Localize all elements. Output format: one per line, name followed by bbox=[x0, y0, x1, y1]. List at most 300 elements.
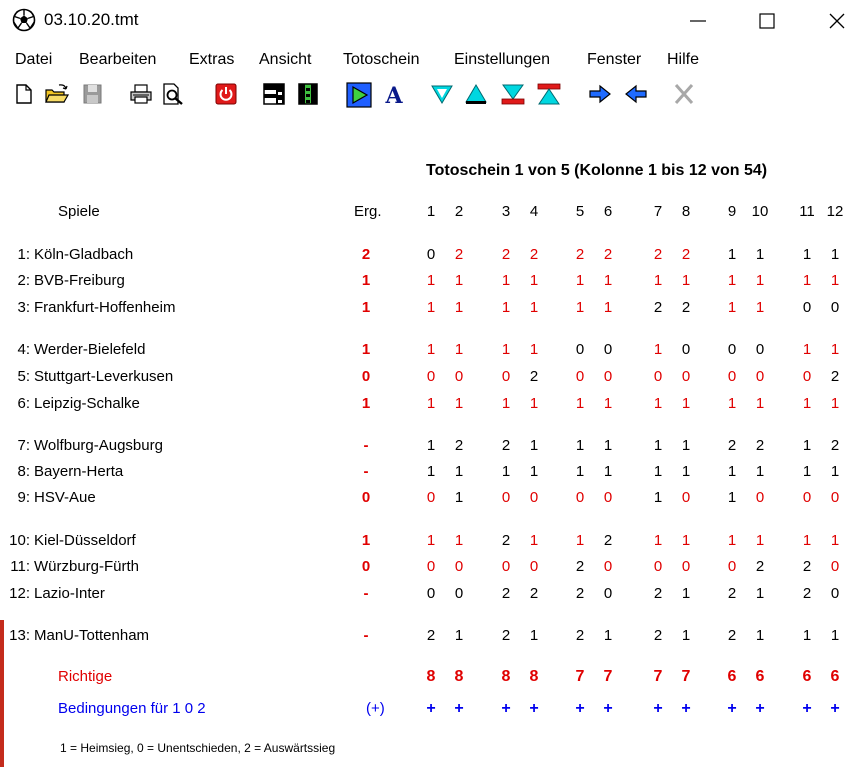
tip-cell[interactable]: 0 bbox=[454, 558, 464, 575]
tip-cell[interactable]: 2 bbox=[529, 246, 539, 263]
tip-cell[interactable]: 1 bbox=[603, 299, 613, 316]
column-header-8: 8 bbox=[681, 203, 691, 220]
tip-cell[interactable]: 2 bbox=[501, 246, 511, 263]
match-row[interactable] bbox=[4, 532, 136, 549]
toolbar bbox=[0, 82, 866, 112]
tip-cell[interactable]: 1 bbox=[426, 437, 436, 454]
tip-cell[interactable]: 2 bbox=[681, 246, 691, 263]
tip-cell[interactable]: 0 bbox=[653, 558, 663, 575]
tip-cell[interactable]: 1 bbox=[454, 489, 464, 506]
tip-cell[interactable]: 1 bbox=[830, 532, 840, 549]
play-button[interactable] bbox=[346, 82, 372, 108]
tip-cell[interactable]: 1 bbox=[426, 272, 436, 289]
match-number: 13: bbox=[9, 627, 30, 644]
tip-cell[interactable]: 1 bbox=[802, 395, 812, 412]
tip-cell[interactable]: 0 bbox=[575, 341, 585, 358]
tip-cell[interactable]: 2 bbox=[830, 368, 840, 385]
tip-cell[interactable]: 1 bbox=[727, 299, 737, 316]
tip-cell[interactable]: 1 bbox=[755, 246, 765, 263]
match-number: 1: bbox=[17, 246, 30, 263]
tip-cell[interactable]: 2 bbox=[603, 532, 613, 549]
column-header-2: 2 bbox=[454, 203, 464, 220]
match-name: Werder-Bielefeld bbox=[34, 341, 146, 358]
tip-cell[interactable]: 1 bbox=[426, 395, 436, 412]
tip-cell[interactable]: 1 bbox=[802, 437, 812, 454]
menu-datei[interactable]: Datei bbox=[15, 51, 53, 68]
match-row[interactable] bbox=[4, 489, 96, 506]
tip-cell[interactable]: 0 bbox=[653, 368, 663, 385]
header-ergebnis: Erg. bbox=[354, 203, 382, 220]
tip-cell[interactable]: 1 bbox=[501, 299, 511, 316]
power-icon bbox=[214, 82, 238, 106]
match-row[interactable] bbox=[4, 395, 140, 412]
tip-cell[interactable]: 2 bbox=[454, 437, 464, 454]
menu-hilfe[interactable]: Hilfe bbox=[667, 51, 700, 68]
match-name: ManU-Tottenham bbox=[34, 627, 150, 644]
tip-cell[interactable]: 0 bbox=[802, 299, 812, 316]
tip-cell[interactable]: 1 bbox=[802, 532, 812, 549]
tip-cell[interactable]: 1 bbox=[681, 272, 691, 289]
tip-cell[interactable]: 2 bbox=[529, 368, 539, 385]
match-row[interactable] bbox=[4, 627, 149, 644]
tip-cell[interactable]: 1 bbox=[575, 299, 585, 316]
tip-cell[interactable]: 1 bbox=[681, 437, 691, 454]
tip-cell[interactable]: 0 bbox=[575, 489, 585, 506]
tip-cell[interactable]: 0 bbox=[802, 368, 812, 385]
triangle-up-icon bbox=[464, 82, 488, 106]
tip-cell[interactable]: 0 bbox=[755, 368, 765, 385]
tip-cell[interactable]: 2 bbox=[802, 585, 812, 602]
tip-cell[interactable]: 1 bbox=[830, 272, 840, 289]
tip-cell[interactable]: 2 bbox=[653, 627, 663, 644]
arrow-right-icon bbox=[588, 82, 612, 106]
filter-down-button[interactable] bbox=[430, 82, 456, 108]
tip-cell[interactable]: 1 bbox=[454, 272, 464, 289]
tip-cell[interactable]: 1 bbox=[529, 532, 539, 549]
tip-cell[interactable]: 1 bbox=[426, 341, 436, 358]
tip-cell[interactable]: 1 bbox=[603, 463, 613, 480]
tip-cell[interactable]: 0 bbox=[529, 489, 539, 506]
filter-up-bar-button[interactable] bbox=[536, 82, 562, 108]
tip-cell[interactable]: 1 bbox=[575, 463, 585, 480]
ticket-title: Totoschein 1 von 5 (Kolonne 1 bis 12 von 54) bbox=[426, 162, 768, 179]
new-file-button[interactable] bbox=[12, 82, 38, 108]
tip-cell[interactable]: 0 bbox=[603, 368, 613, 385]
tip-cell[interactable]: 0 bbox=[575, 368, 585, 385]
cross-icon bbox=[672, 82, 696, 106]
tip-cell[interactable]: 1 bbox=[653, 395, 663, 412]
tip-cell[interactable]: 0 bbox=[603, 341, 613, 358]
match-result: 1 bbox=[361, 532, 371, 549]
tip-cell[interactable]: 1 bbox=[653, 341, 663, 358]
column-header-4: 4 bbox=[529, 203, 539, 220]
richtige-value: 8 bbox=[454, 668, 464, 685]
tip-cell[interactable]: 1 bbox=[426, 299, 436, 316]
tip-cell[interactable]: 1 bbox=[603, 272, 613, 289]
tip-cell[interactable]: 1 bbox=[727, 489, 737, 506]
previous-button[interactable] bbox=[624, 82, 650, 108]
tip-cell[interactable]: 1 bbox=[653, 437, 663, 454]
match-result: 0 bbox=[361, 368, 371, 385]
column-header-11: 11 bbox=[799, 203, 815, 220]
tip-cell[interactable]: 1 bbox=[454, 395, 464, 412]
richtige-value: 6 bbox=[802, 668, 812, 685]
richtige-label: Richtige bbox=[58, 668, 113, 685]
tip-cell[interactable]: 2 bbox=[575, 246, 585, 263]
tip-cell[interactable]: 2 bbox=[653, 246, 663, 263]
arrow-left-icon bbox=[624, 82, 648, 106]
match-row[interactable] bbox=[4, 585, 105, 602]
tip-cell[interactable]: 1 bbox=[727, 532, 737, 549]
triangle-down-icon bbox=[430, 82, 454, 106]
tip-cell[interactable]: 1 bbox=[426, 463, 436, 480]
match-number: 4: bbox=[17, 341, 30, 358]
match-result: 2 bbox=[361, 246, 371, 263]
tip-cell[interactable]: 1 bbox=[603, 627, 613, 644]
column-header-3: 3 bbox=[501, 203, 511, 220]
tip-cell[interactable]: 1 bbox=[755, 299, 765, 316]
richtige-value: 7 bbox=[653, 668, 663, 685]
tip-cell[interactable]: 2 bbox=[755, 558, 765, 575]
tip-cell[interactable]: 0 bbox=[501, 489, 511, 506]
tip-cell[interactable]: 0 bbox=[830, 585, 840, 602]
match-result: - bbox=[363, 627, 369, 644]
bedingung-plus: + bbox=[501, 700, 511, 717]
tip-cell[interactable]: 0 bbox=[681, 341, 691, 358]
tip-cell[interactable]: 1 bbox=[755, 395, 765, 412]
tip-cell[interactable]: 2 bbox=[727, 585, 737, 602]
open-folder-icon bbox=[44, 82, 70, 106]
filter-up-button[interactable] bbox=[464, 82, 490, 108]
tip-cell[interactable]: 1 bbox=[830, 341, 840, 358]
menu-einstellungen[interactable]: Einstellungen bbox=[454, 51, 551, 68]
tip-cell[interactable]: 2 bbox=[727, 437, 737, 454]
table-grid-icon bbox=[262, 82, 286, 106]
tip-cell[interactable]: 0 bbox=[426, 585, 436, 602]
tip-cell[interactable]: 0 bbox=[426, 368, 436, 385]
next-button[interactable] bbox=[588, 82, 614, 108]
tip-cell[interactable]: 1 bbox=[681, 627, 691, 644]
tip-cell[interactable]: 1 bbox=[454, 532, 464, 549]
tip-cell[interactable]: 0 bbox=[830, 558, 840, 575]
tip-cell[interactable]: 1 bbox=[802, 246, 812, 263]
tip-cell[interactable]: 2 bbox=[603, 246, 613, 263]
bedingung-plus: + bbox=[830, 700, 840, 717]
match-name: Lazio-Inter bbox=[34, 585, 105, 602]
minimize-icon bbox=[688, 11, 708, 31]
match-row[interactable] bbox=[4, 463, 123, 480]
tip-cell[interactable]: 0 bbox=[830, 299, 840, 316]
richtige-value: 6 bbox=[830, 668, 840, 685]
match-name: Wolfburg-Augsburg bbox=[34, 437, 163, 454]
menu-bar bbox=[0, 48, 866, 72]
match-number: 11: bbox=[10, 558, 30, 575]
tip-cell[interactable]: 2 bbox=[529, 585, 539, 602]
match-result: - bbox=[363, 585, 369, 602]
match-result: 1 bbox=[361, 341, 371, 358]
new-file-icon bbox=[12, 82, 36, 106]
print-preview-button[interactable] bbox=[160, 82, 186, 108]
tip-cell[interactable]: 1 bbox=[426, 532, 436, 549]
match-name: Stuttgart-Leverkusen bbox=[34, 368, 174, 385]
bedingung-plus: + bbox=[426, 700, 436, 717]
richtige-value: 7 bbox=[575, 668, 585, 685]
richtige-value: 8 bbox=[426, 668, 436, 685]
richtige-value: 8 bbox=[501, 668, 511, 685]
tip-cell[interactable]: 1 bbox=[681, 463, 691, 480]
tip-cell[interactable]: 1 bbox=[501, 395, 511, 412]
match-row[interactable] bbox=[4, 437, 163, 454]
table-view-button[interactable] bbox=[262, 82, 288, 108]
match-row[interactable] bbox=[4, 272, 125, 289]
menu-ansicht[interactable]: Ansicht bbox=[259, 51, 312, 68]
match-row[interactable] bbox=[4, 299, 175, 316]
tip-cell[interactable]: 0 bbox=[603, 585, 613, 602]
open-file-button[interactable] bbox=[44, 82, 70, 108]
tip-cell[interactable]: 0 bbox=[454, 368, 464, 385]
tip-cell[interactable]: 1 bbox=[755, 585, 765, 602]
tip-cell[interactable]: 2 bbox=[755, 437, 765, 454]
tip-cell[interactable]: 2 bbox=[501, 437, 511, 454]
tip-cell[interactable]: 1 bbox=[755, 532, 765, 549]
tip-cell[interactable]: 1 bbox=[454, 627, 464, 644]
match-name: HSV-Aue bbox=[34, 489, 96, 506]
tip-cell[interactable]: 1 bbox=[727, 246, 737, 263]
football-icon bbox=[12, 8, 36, 32]
tip-cell[interactable]: 2 bbox=[501, 532, 511, 549]
bedingungen-label[interactable]: Bedingungen für 1 0 2 bbox=[58, 700, 206, 717]
window-title: 03.10.20.tmt bbox=[44, 10, 139, 29]
bedingung-plus: + bbox=[681, 700, 691, 717]
tip-cell[interactable]: 1 bbox=[575, 272, 585, 289]
tip-cell[interactable]: 1 bbox=[830, 395, 840, 412]
tip-cell[interactable]: 1 bbox=[575, 532, 585, 549]
print-icon bbox=[128, 82, 154, 106]
print-button[interactable] bbox=[128, 82, 154, 108]
filter-down-bar-button[interactable] bbox=[500, 82, 526, 108]
tip-cell[interactable]: 1 bbox=[454, 463, 464, 480]
match-number: 3: bbox=[17, 299, 30, 316]
tip-cell[interactable]: 1 bbox=[727, 395, 737, 412]
tip-cell[interactable]: 1 bbox=[802, 463, 812, 480]
tip-cell[interactable]: 0 bbox=[501, 368, 511, 385]
tip-cell[interactable]: 1 bbox=[755, 627, 765, 644]
menu-bearbeiten[interactable]: Bearbeiten bbox=[79, 51, 157, 68]
tip-cell[interactable]: 1 bbox=[603, 437, 613, 454]
tip-cell[interactable]: 1 bbox=[529, 463, 539, 480]
match-name: BVB-Freiburg bbox=[34, 272, 125, 289]
tip-cell[interactable]: 0 bbox=[426, 558, 436, 575]
match-name: Frankfurt-Hoffenheim bbox=[34, 299, 176, 316]
match-row[interactable] bbox=[4, 246, 133, 263]
print-preview-icon bbox=[160, 82, 186, 106]
menu-fenster[interactable]: Fenster bbox=[587, 51, 642, 68]
tip-cell[interactable]: 1 bbox=[653, 532, 663, 549]
columns-view-button[interactable] bbox=[296, 82, 322, 108]
tip-cell[interactable]: 0 bbox=[755, 489, 765, 506]
tip-cell[interactable]: 1 bbox=[454, 341, 464, 358]
tip-cell[interactable]: 0 bbox=[727, 368, 737, 385]
bedingung-plus: + bbox=[653, 700, 663, 717]
richtige-value: 6 bbox=[727, 668, 737, 685]
tip-cell[interactable]: 2 bbox=[802, 558, 812, 575]
tip-cell[interactable]: 1 bbox=[603, 395, 613, 412]
tip-cell[interactable]: 1 bbox=[653, 463, 663, 480]
match-name: Köln-Gladbach bbox=[34, 246, 134, 263]
match-row[interactable] bbox=[4, 368, 173, 385]
close-button[interactable] bbox=[815, 6, 861, 36]
match-number: 12: bbox=[9, 585, 30, 602]
match-number: 7: bbox=[17, 437, 30, 454]
match-result: - bbox=[363, 463, 369, 480]
power-button[interactable] bbox=[214, 82, 240, 108]
maximize-button[interactable] bbox=[745, 6, 791, 36]
tip-cell[interactable]: 1 bbox=[529, 272, 539, 289]
tip-cell[interactable]: 1 bbox=[755, 272, 765, 289]
tip-cell[interactable]: 0 bbox=[802, 489, 812, 506]
tip-cell[interactable]: 1 bbox=[529, 341, 539, 358]
tip-cell[interactable]: 1 bbox=[727, 463, 737, 480]
tip-cell[interactable]: 0 bbox=[681, 368, 691, 385]
tip-cell[interactable]: 1 bbox=[529, 395, 539, 412]
tip-cell[interactable]: 1 bbox=[529, 437, 539, 454]
match-result: 1 bbox=[361, 272, 371, 289]
tip-cell[interactable]: 2 bbox=[575, 585, 585, 602]
match-number: 6: bbox=[17, 395, 30, 412]
match-name: Leipzig-Schalke bbox=[34, 395, 140, 412]
tip-cell[interactable]: 1 bbox=[501, 341, 511, 358]
tip-cell[interactable]: 1 bbox=[529, 299, 539, 316]
match-number: 8: bbox=[17, 463, 30, 480]
menu-extras[interactable]: Extras bbox=[189, 51, 235, 68]
tip-cell[interactable]: 0 bbox=[727, 341, 737, 358]
bedingung-plus: + bbox=[802, 700, 812, 717]
tip-cell[interactable]: 0 bbox=[426, 489, 436, 506]
tip-cell[interactable]: 1 bbox=[681, 395, 691, 412]
tip-cell[interactable]: 0 bbox=[454, 585, 464, 602]
match-name: Kiel-Düsseldorf bbox=[34, 532, 136, 549]
tip-cell[interactable]: 2 bbox=[727, 627, 737, 644]
tip-cell[interactable]: 1 bbox=[681, 585, 691, 602]
tip-cell[interactable]: 2 bbox=[830, 437, 840, 454]
tip-cell[interactable]: 2 bbox=[653, 299, 663, 316]
tip-cell[interactable]: 2 bbox=[681, 299, 691, 316]
match-number: 10: bbox=[9, 532, 30, 549]
column-header-9: 9 bbox=[727, 203, 737, 220]
title-bar bbox=[0, 0, 866, 42]
tip-cell[interactable]: 1 bbox=[653, 489, 663, 506]
bedingung-plus: + bbox=[755, 700, 765, 717]
bedingung-plus: + bbox=[529, 700, 539, 717]
match-number: 9: bbox=[17, 489, 30, 506]
font-button[interactable] bbox=[382, 82, 408, 108]
tip-cell[interactable]: 0 bbox=[426, 246, 436, 263]
tip-cell[interactable]: 1 bbox=[575, 437, 585, 454]
tip-cell[interactable]: 0 bbox=[529, 558, 539, 575]
tip-cell[interactable]: 1 bbox=[830, 463, 840, 480]
columns-grid-icon bbox=[296, 82, 320, 106]
match-result: 0 bbox=[361, 489, 371, 506]
tip-cell[interactable]: 2 bbox=[575, 627, 585, 644]
save-button[interactable] bbox=[80, 82, 106, 108]
match-result: 1 bbox=[361, 395, 371, 412]
column-header-6: 6 bbox=[603, 203, 613, 220]
richtige-value: 8 bbox=[529, 668, 539, 685]
minimize-button[interactable] bbox=[676, 6, 722, 36]
match-result: 1 bbox=[361, 299, 371, 316]
tip-cell[interactable]: 2 bbox=[501, 585, 511, 602]
tip-cell[interactable]: 2 bbox=[575, 558, 585, 575]
tip-cell[interactable]: 1 bbox=[802, 627, 812, 644]
bedingung-plus: + bbox=[575, 700, 585, 717]
bedingung-plus: + bbox=[454, 700, 464, 717]
column-header-7: 7 bbox=[653, 203, 663, 220]
tip-cell[interactable]: 1 bbox=[681, 532, 691, 549]
tip-cell[interactable]: 1 bbox=[575, 395, 585, 412]
save-icon bbox=[80, 82, 104, 106]
column-header-5: 5 bbox=[575, 203, 585, 220]
cancel-button[interactable] bbox=[672, 82, 698, 108]
bedingung-plus: + bbox=[727, 700, 737, 717]
tip-cell[interactable]: 1 bbox=[653, 272, 663, 289]
column-header-1: 1 bbox=[426, 203, 436, 220]
tip-cell[interactable]: 1 bbox=[830, 246, 840, 263]
match-name: Würzburg-Fürth bbox=[34, 558, 140, 575]
match-row[interactable] bbox=[4, 341, 145, 358]
match-number: 5: bbox=[17, 368, 30, 385]
tip-cell[interactable]: 0 bbox=[830, 489, 840, 506]
tip-cell[interactable]: 2 bbox=[653, 585, 663, 602]
tip-cell[interactable]: 1 bbox=[501, 272, 511, 289]
tip-cell[interactable]: 1 bbox=[802, 341, 812, 358]
maximize-icon bbox=[757, 11, 777, 31]
richtige-value: 7 bbox=[681, 668, 691, 685]
tip-cell[interactable]: 0 bbox=[681, 558, 691, 575]
match-number: 2: bbox=[17, 272, 30, 289]
tip-cell[interactable]: 0 bbox=[501, 558, 511, 575]
svg-text:A: A bbox=[385, 83, 403, 106]
play-icon bbox=[346, 82, 372, 108]
header-spiele: Spiele bbox=[58, 203, 100, 220]
tip-cell[interactable]: 1 bbox=[727, 272, 737, 289]
tip-cell[interactable]: 1 bbox=[830, 627, 840, 644]
match-result: 0 bbox=[361, 558, 371, 575]
richtige-value: 6 bbox=[755, 668, 765, 685]
tip-cell[interactable]: 2 bbox=[454, 246, 464, 263]
tip-cell[interactable]: 2 bbox=[501, 627, 511, 644]
tip-cell[interactable]: 0 bbox=[681, 489, 691, 506]
triangle-down-bar-icon bbox=[500, 82, 526, 106]
tip-cell[interactable]: 0 bbox=[603, 558, 613, 575]
match-row[interactable] bbox=[4, 558, 139, 575]
tip-cell[interactable]: 0 bbox=[727, 558, 737, 575]
tip-cell[interactable]: 1 bbox=[501, 463, 511, 480]
column-header-10: 10 bbox=[751, 203, 769, 220]
tip-cell[interactable]: 0 bbox=[755, 341, 765, 358]
tip-cell[interactable]: 1 bbox=[529, 627, 539, 644]
close-icon bbox=[827, 11, 847, 31]
letter-a-icon bbox=[382, 82, 406, 106]
column-header-12: 12 bbox=[826, 203, 844, 220]
tip-cell[interactable]: 2 bbox=[426, 627, 436, 644]
tip-cell[interactable]: 1 bbox=[454, 299, 464, 316]
tip-cell[interactable]: 1 bbox=[755, 463, 765, 480]
tip-cell[interactable]: 1 bbox=[802, 272, 812, 289]
tip-cell[interactable]: 0 bbox=[603, 489, 613, 506]
bedingung-plus: + bbox=[603, 700, 613, 717]
menu-totoschein[interactable]: Totoschein bbox=[343, 51, 420, 68]
richtige-value: 7 bbox=[603, 668, 613, 685]
